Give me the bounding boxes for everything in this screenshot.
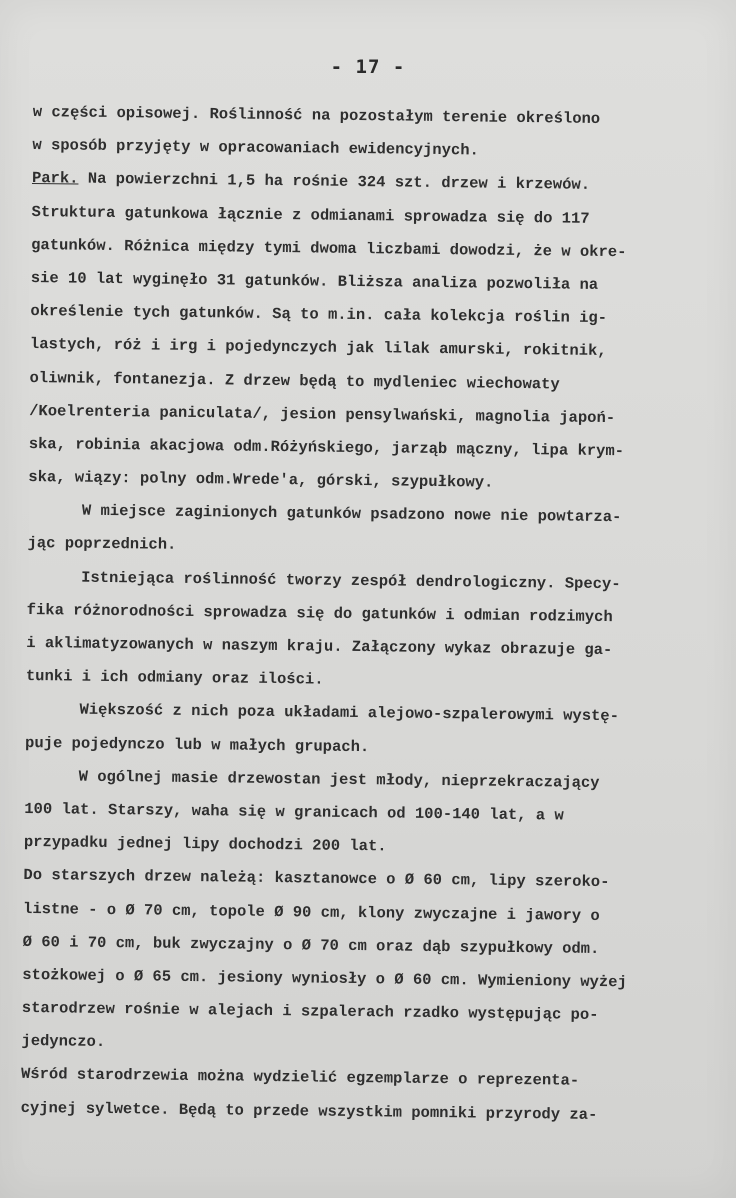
line-text: Istniejąca roślinność tworzy zespół dendrologiczny. Specy-	[81, 568, 621, 593]
line-text: W ogólnej masie drzewostan jest młody, nieprzekraczający	[78, 767, 600, 792]
line-text: Wśród starodrzewia można wydzielić egzemplarze o reprezenta-	[20, 1065, 580, 1091]
line-text: puje pojedynczo lub w małych grupach.	[24, 733, 370, 756]
document-body	[20, 96, 723, 1133]
line-text: Na powierzchni 1,5 ha rośnie 324 szt. drzew i krzewów.	[78, 169, 591, 195]
section-heading-park: Park.	[31, 169, 79, 188]
line-text: /Koelrenteria paniculata/, jesion pensylwański, magnolia japoń-	[29, 401, 616, 427]
line-text: starodrzew rośnie w alejach i szpalerach rzadko występując po-	[21, 998, 599, 1025]
line-text: sie 10 lat wyginęło 31 gatunków. Bliższa analiza pozwoliła na	[30, 268, 599, 294]
line-text: cyjnej sylwetce. Będą to przede wszystkim pomniki przyrody za-	[20, 1098, 598, 1124]
line-text: Większość z nich poza układami alejowo-szpalerowymi wystę-	[79, 700, 620, 726]
line-text: ska, wiązy: polny odm.Wrede'a, górski, szypułkowy.	[28, 468, 494, 492]
line-text: fika różnorodności sprowadza się do gatunków i odmian rodzimych	[26, 600, 613, 626]
line-text: lastych, róż i irg i pojedynczych jak lilak amurski, rokitnik,	[29, 335, 607, 361]
line-text: W miejsce zaginionych gatunków psadzono nowe nie powtarza-	[81, 501, 622, 527]
text-line	[20, 1092, 710, 1134]
line-text: Ø 60 i 70 cm, buk zwyczajny o Ø 70 cm oraz dąb szypułkowy odm.	[22, 932, 600, 958]
line-text: tunki i ich odmiany oraz ilości.	[25, 667, 324, 689]
line-text: 100 lat. Starszy, waha się w granicach od 100-140 lat, a w	[24, 799, 564, 825]
line-text: listne - o Ø 70 cm, topole Ø 90 cm, klony zwyczajne i jawory o	[22, 899, 600, 925]
line-text: określenie tych gatunków. Są to m.in. cała kolekcja roślin ig-	[30, 302, 608, 328]
line-text: w części opisowej. Roślinność na pozostałym terenie określono	[32, 102, 601, 128]
line-text: gatunków. Różnica między tymi dwoma liczbami dowodzi, że w okre-	[31, 235, 627, 262]
page-number: - 17 -	[330, 56, 406, 78]
line-text: oliwnik, fontanezja. Z drzew będą to mydleniec wiechowaty	[29, 368, 560, 393]
line-text: Do starszych drzew należą: kasztanowce o Ø 60 cm, lipy szeroko-	[23, 866, 610, 892]
line-text: przypadku jednej lipy dochodzi 200 lat.	[23, 833, 387, 856]
line-text: i aklimatyzowanych w naszym kraju. Załączony wykaz obrazuje ga-	[26, 633, 613, 660]
line-text: Struktura gatunkowa łącznie z odmianami sprowadza się do 117	[31, 202, 590, 228]
line-text: jedynczo.	[21, 1032, 106, 1052]
line-text: w sposób przyjęty w opracowaniach ewidencyjnych.	[32, 136, 479, 160]
line-text: ska, robinia akacjowa odm.Różyńskiego, jarząb mączny, lipa krym-	[28, 434, 625, 461]
line-text: jąc poprzednich.	[27, 534, 177, 555]
line-text: stożkowej o Ø 65 cm. jesiony wyniosły o Ø 60 cm. Wymieniony wyżej	[22, 965, 627, 992]
